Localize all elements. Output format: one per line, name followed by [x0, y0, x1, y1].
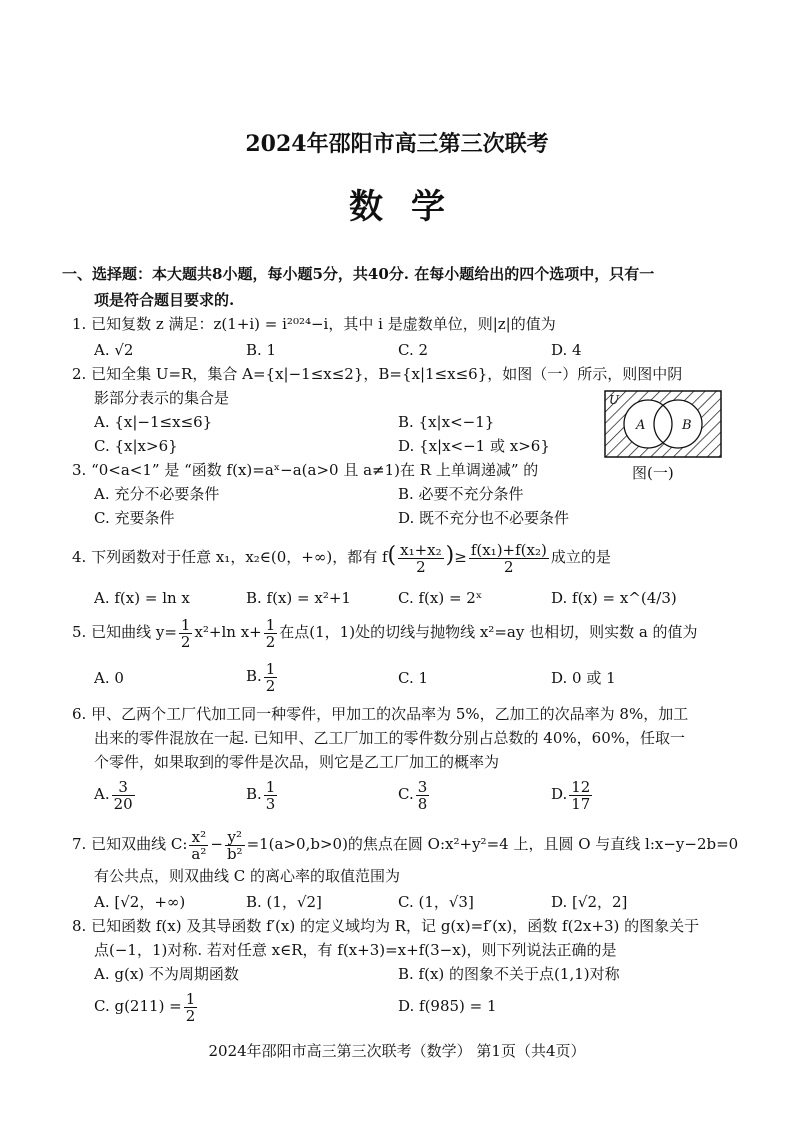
q6-option-c-label: C. [398, 785, 414, 803]
q6-option-b-den: 3 [265, 794, 276, 813]
q7-frac-y-num: y² [225, 829, 245, 846]
q1-option-d: D. 4 [551, 341, 582, 359]
q5-option-a: A. 0 [94, 669, 124, 687]
q5-frac-1-den: 2 [180, 632, 191, 651]
q6-option-c-den: 8 [417, 794, 428, 813]
q8-option-b: B. f(x) 的图象不关于点(1,1)对称 [398, 965, 620, 983]
q4-stem-c: 成立的是 [550, 548, 611, 566]
q5-stem-a: 5. 已知曲线 y= [72, 623, 177, 641]
question-6-line-1: 6. 甲、乙两个工厂代加工同一种零件，甲加工的次品率为 5%，乙加工的次品率为 8%，加工 [72, 705, 689, 723]
q6-option-a [94, 774, 137, 814]
q3-option-b: B. 必要不充分条件 [398, 485, 524, 503]
q2-option-d: D. {x|x<−1 或 x>6} [398, 437, 550, 455]
q8-option-a: A. g(x) 不为周期函数 [94, 965, 239, 983]
q1-option-c: C. 2 [398, 341, 429, 359]
q5-frac-1-num: 1 [180, 615, 191, 634]
venn-label-a: A [636, 418, 646, 433]
q6-option-a-num: 3 [112, 779, 135, 796]
venn-label-u: U [609, 393, 620, 407]
question-6-line-3: 个零件，如果取到的零件是次品，则它是乙工厂加工的概率为 [94, 753, 500, 771]
q2-option-a: A. {x|−1≤x≤6} [94, 413, 213, 431]
q5-option-b-den: 2 [265, 676, 276, 695]
q4-frac-right-den: 2 [504, 557, 514, 576]
q6-option-d-frac [569, 779, 592, 812]
question-7-stem-cont: 有公共点，则双曲线 C 的离心率的取值范围为 [94, 867, 401, 885]
venn-diagram [604, 390, 722, 458]
q6-option-d-num: 12 [571, 777, 591, 796]
shaded-region [605, 391, 721, 457]
q6-option-a-den: 20 [113, 794, 133, 813]
q5-frac-2 [264, 617, 278, 650]
q6-option-d-den: 17 [571, 794, 591, 813]
q6-option-b [246, 774, 279, 814]
venn-label-b: B [682, 418, 692, 433]
question-4-stem [72, 536, 611, 577]
q7-stem-a: 7. 已知双曲线 C: [72, 835, 188, 853]
q7-frac-x-num: x² [189, 829, 208, 846]
q3-option-c: C. 充要条件 [94, 509, 175, 527]
subject-title: 数学 [349, 187, 473, 227]
q4-frac-left-num: x₁+x₂ [400, 540, 442, 559]
question-7-stem [72, 824, 738, 864]
q5-option-b-label: B. [246, 667, 262, 685]
question-6-line-2: 出来的零件混放在一起. 已知甲、乙工厂加工的零件数分别占总数的 40%，60%，任取一 [94, 729, 685, 747]
q6-option-c-num: 3 [417, 777, 428, 796]
q4-frac-left [398, 542, 444, 575]
q6-option-c [398, 774, 431, 814]
q6-option-a-label: A. [94, 785, 110, 803]
section-heading: 一、选择题：本大题共8小题，每小题5分，共40分. 在每小题给出的四个选项中，只有一 [62, 265, 655, 283]
q4-stem-a: 4. 下列函数对于任意 x₁，x₂∈(0，+∞)，都有 f [72, 548, 388, 566]
q7-option-c: C. (1，√3] [398, 893, 474, 911]
q7-frac-x-den: a² [191, 844, 207, 863]
q7-option-b: B. (1，√2] [246, 893, 322, 911]
q5-stem-c: 在点(1，1)处的切线与抛物线 x²=ay 也相切，则实数 a 的值为 [279, 623, 698, 641]
question-1-stem: 1. 已知复数 z 满足：z(1+i) = i²⁰²⁴−i，其中 i 是虚数单位，则|z|的值为 [72, 315, 556, 333]
q5-stem-b: x²+ln x+ [194, 623, 262, 641]
q5-option-c: C. 1 [398, 669, 429, 687]
q3-option-d: D. 既不充分也不必要条件 [398, 509, 570, 527]
q1-option-a: A. √2 [94, 341, 134, 359]
q6-option-b-num: 1 [265, 777, 276, 796]
q4-option-c: C. f(x) = 2ˣ [398, 589, 483, 607]
q7-stem-b: − [210, 835, 223, 853]
question-5-stem [72, 612, 698, 652]
q4-paren-open: ( [387, 543, 397, 568]
q8-option-c-frac [184, 991, 198, 1024]
question-2-stem: 2. 已知全集 U=R，集合 A={x|−1≤x≤2}，B={x|1≤x≤6}，如图（一）所示，则图中阴 [72, 365, 683, 383]
q6-option-d [551, 774, 594, 814]
q4-option-a: A. f(x) = ln x [94, 589, 190, 607]
q7-frac-y-den: b² [226, 844, 243, 863]
q6-option-c-frac [416, 779, 430, 812]
q4-frac-left-den: 2 [416, 557, 426, 576]
q7-stem-c: =1(a>0,b>0)的焦点在圆 O:x²+y²=4 上，且圆 O 与直线 l:x−y−2b=0 [246, 835, 739, 853]
q8-option-c-num: 1 [185, 989, 196, 1008]
q6-option-b-label: B. [246, 785, 262, 803]
q6-option-b-frac [264, 779, 278, 812]
q5-option-d: D. 0 或 1 [551, 669, 616, 687]
q5-frac-2-den: 2 [265, 632, 276, 651]
question-8-line-2: 点(−1，1)对称. 若对任意 x∈R，有 f(x+3)=x+f(3−x)，则下列说法正确的是 [94, 941, 617, 959]
q2-option-c: C. {x|x>6} [94, 437, 178, 455]
question-3-stem: 3. “0<a<1” 是 “函数 f(x)=aˣ−a(a>0 且 a≠1)在 R 上单调递减” 的 [72, 461, 539, 479]
question-2-stem-cont: 影部分表示的集合是 [94, 389, 230, 407]
q7-option-a: A. [√2，+∞) [94, 893, 186, 911]
q8-option-c [94, 986, 199, 1026]
q5-option-b-frac [264, 661, 278, 694]
q4-frac-right-num: f(x₁)+f(x₂) [470, 540, 547, 559]
figure-caption: 图(一) [632, 464, 674, 482]
q6-option-d-label: D. [551, 785, 568, 803]
q7-option-d: D. [√2，2] [551, 893, 628, 911]
q4-option-d: D. f(x) = x^(4/3) [551, 589, 677, 607]
q4-frac-right [469, 542, 549, 575]
q5-frac-2-num: 1 [265, 615, 276, 634]
q8-option-c-den: 2 [185, 1006, 196, 1025]
section-heading-cont: 项是符合题目要求的. [94, 291, 235, 309]
q5-frac-1 [179, 617, 193, 650]
q7-frac-x [189, 829, 208, 862]
q4-option-b: B. f(x) = x²+1 [246, 589, 351, 607]
q7-frac-y [225, 829, 245, 862]
q5-option-b-num: 1 [265, 659, 276, 678]
page-footer: 2024年邵阳市高三第三次联考（数学） 第1页（共4页） [208, 1042, 586, 1060]
q1-option-b: B. 1 [246, 341, 277, 359]
q6-option-a-frac [112, 779, 135, 812]
question-8-line-1: 8. 已知函数 f(x) 及其导函数 f′(x) 的定义域均为 R，记 g(x)=f′(x)，函数 f(2x+3) 的图象关于 [72, 917, 700, 935]
q4-stem-b: ≥ [454, 548, 467, 566]
q3-option-a: A. 充分不必要条件 [94, 485, 220, 503]
q2-option-b: B. {x|x<−1} [398, 413, 495, 431]
q5-option-b [246, 656, 279, 696]
q8-option-d: D. f(985) = 1 [398, 997, 497, 1015]
q4-paren-close: ) [445, 543, 455, 568]
q8-option-c-label: C. g(211) = [94, 997, 182, 1015]
exam-title: 2024年邵阳市高三第三次联考 [245, 131, 549, 157]
